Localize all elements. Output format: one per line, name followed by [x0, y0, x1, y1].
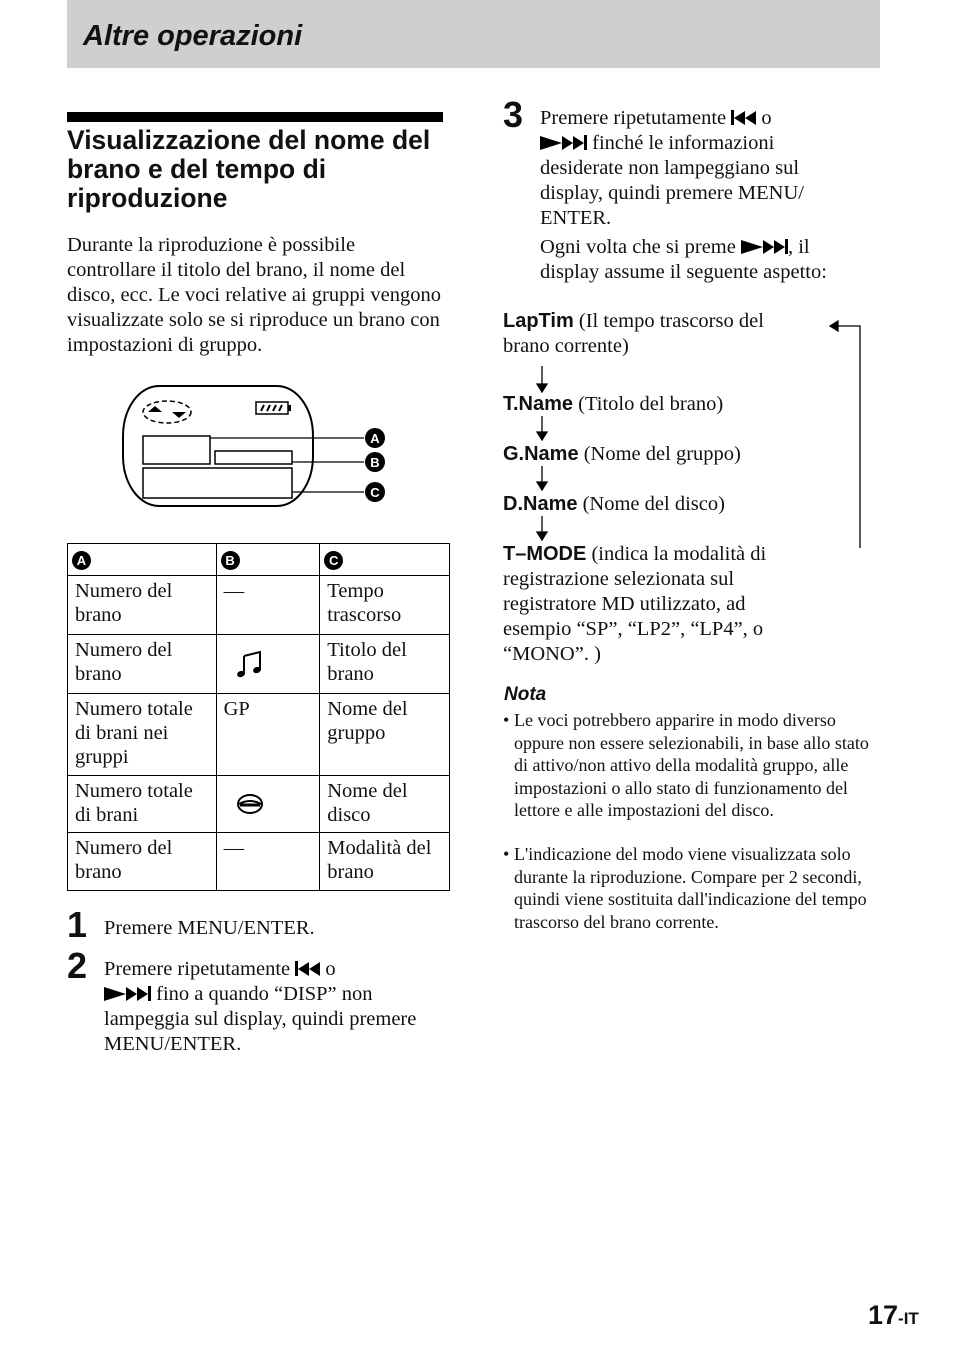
segment-a	[143, 436, 210, 464]
callout-a: A	[370, 431, 380, 446]
nota-title: Nota	[504, 684, 547, 705]
flow-key: D.Name	[503, 493, 578, 515]
flow-desc: (indica la modalità di registrazione selezionata sul registratore MD utilizzato, ad esempio “SP”, “LP2”, “LP4”, o “MONO”. )	[503, 543, 767, 665]
step-3-pre: Premere ripetutamente	[540, 107, 727, 129]
flow-desc: (Il tempo trascorso del brano corrente)	[503, 310, 764, 357]
flow-key: LapTim	[503, 310, 574, 332]
flow-arrows	[500, 318, 870, 548]
nota-item-text: Le voci potrebbero apparire in modo diverso oppure non essere selezionabili, in base allo stato di attivo/non attivo della modalità gruppo, alle impostazioni o allo stato di funzionamento del lettore e alle impostazioni del disco.	[514, 710, 869, 820]
header-b: B	[221, 551, 240, 570]
flow-desc: (Titolo del brano)	[578, 393, 724, 415]
cell-c: Tempo trascorso	[320, 576, 450, 635]
cell-c: Nome del disco	[320, 776, 450, 833]
cell-a: Numero totale di brani	[68, 776, 217, 833]
step-1-text: Premere MENU/ENTER.	[104, 917, 315, 939]
cell-b	[216, 635, 320, 694]
step-2-number: 2	[67, 945, 88, 986]
segment-c	[143, 468, 292, 498]
cell-b: GP	[216, 694, 320, 776]
flow-desc: (Nome del disco)	[582, 493, 725, 515]
flow-key: T–MODE	[503, 543, 587, 565]
flow-key: G.Name	[503, 443, 579, 465]
cell-b: —	[216, 833, 320, 891]
cell-b: —	[216, 576, 320, 635]
prev-track-icon	[295, 958, 320, 980]
header-title: Altre operazioni	[83, 20, 303, 52]
bullet-icon: •	[503, 844, 510, 864]
segment-b	[215, 451, 292, 464]
cell-b	[216, 776, 320, 833]
flow-key: T.Name	[503, 393, 574, 415]
step-3-or: o	[761, 107, 772, 129]
page-number-suffix: -IT	[898, 1309, 919, 1328]
step-3-sub	[540, 235, 860, 285]
intro-paragraph: Durante la riproduzione è possibile controllare il titolo del brano, il nome del disco, ecc. Le voci relative ai gruppi vengono visualizzate solo se si riproduce un brano con impostazioni di gruppo.	[67, 234, 441, 356]
section-rule	[67, 112, 443, 122]
step-3-sub-post: , il display assume il seguente aspetto:	[540, 236, 827, 283]
header-band	[67, 0, 880, 68]
step-2-post: fino a quando “DISP” non lampeggia sul display, quindi premere MENU/ENTER.	[104, 983, 417, 1055]
step-3-number: 3	[503, 94, 524, 135]
table-row	[68, 694, 450, 776]
cell-c: Titolo del brano	[320, 635, 450, 694]
cell-c: Nome del gruppo	[320, 694, 450, 776]
cell-a: Numero del brano	[68, 833, 217, 891]
next-track-icon	[741, 236, 788, 258]
page-number	[868, 1300, 919, 1331]
down-arrow-icon	[172, 412, 186, 418]
table-header-row	[68, 544, 450, 576]
music-note-icon	[234, 648, 266, 680]
header-c: C	[324, 551, 343, 570]
cell-a: Numero del brano	[68, 635, 217, 694]
display-diagram	[118, 380, 390, 512]
next-track-icon	[104, 983, 151, 1005]
step-3-sub-pre: Ogni volta che si preme	[540, 236, 736, 258]
step-2-or: o	[325, 958, 336, 980]
flow-item-tmode	[503, 542, 803, 667]
callout-c: C	[370, 485, 380, 500]
nota-item-text: L'indicazione del modo viene visualizzata solo durante la riproduzione. Compare per 2 secondi, quindi viene sostituita dall'indicazione del tempo trascorso del brano corrente.	[514, 844, 867, 932]
table-row	[68, 635, 450, 694]
up-arrow-icon	[148, 406, 162, 412]
cell-c: Modalità del brano	[320, 833, 450, 891]
step-3-text	[540, 106, 860, 285]
battery-icon	[256, 402, 291, 414]
page-number-value: 17	[868, 1300, 899, 1330]
table-row	[68, 833, 450, 891]
next-track-icon	[540, 132, 587, 154]
step-1-number: 1	[67, 904, 88, 945]
callout-b: B	[370, 455, 380, 470]
step-2-pre: Premere ripetutamente	[104, 958, 291, 980]
table-row	[68, 576, 450, 635]
nota-item-2	[503, 843, 884, 933]
disc-icon	[236, 793, 266, 817]
step-3-post: finché le informazioni desiderate non lampeggiano sul display, quindi premere MENU/ ENTER.	[540, 132, 804, 229]
cell-a: Numero del brano	[68, 576, 217, 635]
bullet-icon: •	[503, 710, 510, 730]
header-a: A	[72, 551, 91, 570]
flow-desc: (Nome del gruppo)	[583, 443, 741, 465]
prev-track-icon	[731, 107, 756, 129]
step-2-text	[104, 957, 449, 1057]
cell-a: Numero totale di brani nei gruppi	[68, 694, 217, 776]
table-row	[68, 776, 450, 833]
display-table	[67, 543, 450, 891]
nota-item-1	[503, 709, 884, 822]
section-title: Visualizzazione del nome del brano e del tempo di riproduzione	[67, 125, 431, 213]
